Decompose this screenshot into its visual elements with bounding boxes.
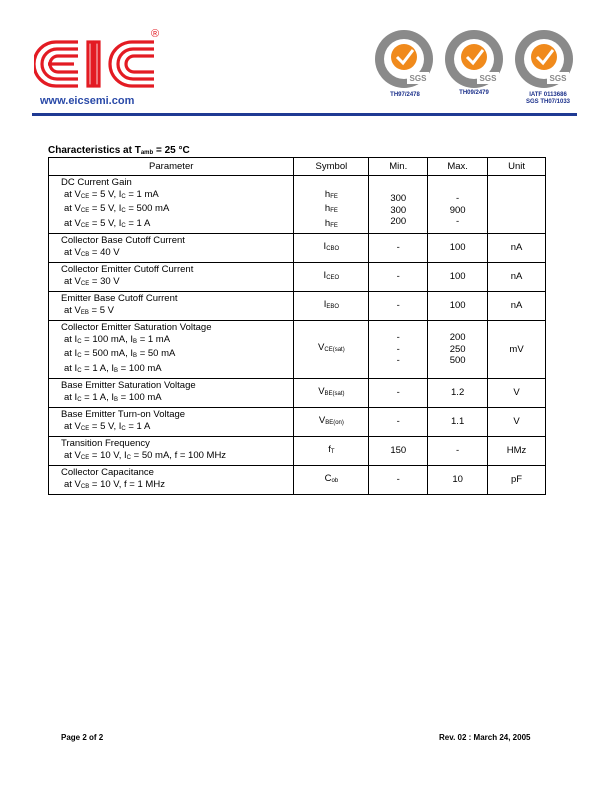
header-max: Max.	[428, 158, 488, 176]
symbol-cell	[294, 292, 369, 321]
svg-text:SGS: SGS	[409, 74, 427, 83]
min-value: -	[396, 332, 400, 344]
unit-cell: nA	[488, 234, 546, 263]
test-condition: at $V_{CE} = 5$ V, $I_C = 1$ mA	[64, 188, 159, 200]
max-value: 100	[449, 300, 466, 312]
test-condition: at $V_{CE} = 5$ V, $I_C = 1$ A	[64, 217, 151, 229]
header-parameter: Parameter	[49, 158, 294, 176]
svg-text:SGS: SGS	[479, 74, 497, 83]
max-value: 250	[449, 343, 466, 355]
unit-cell: mV	[488, 321, 546, 379]
min-value: 300	[390, 193, 407, 204]
max-value: 100	[449, 271, 466, 283]
max-value: 100	[449, 242, 466, 254]
parameter-symbol: $V_{BE(on)}$	[318, 414, 344, 426]
max-cell	[428, 321, 488, 379]
min-value: -	[396, 355, 400, 367]
test-condition: at $V_{CE} = 10$ V, $I_C = 50$ mA, f = 100 MHz	[64, 449, 227, 461]
parameter-symbol: $V_{CE(sat)}$	[318, 342, 345, 354]
table-row	[49, 234, 546, 263]
min-cell	[369, 176, 428, 234]
parameter-symbol: $C_{ob}$	[324, 472, 339, 484]
table-row	[49, 437, 546, 466]
revision-date: Rev. 02 : March 24, 2005	[439, 733, 531, 742]
table-row	[49, 379, 546, 408]
max-cell	[428, 263, 488, 292]
min-value: 300	[390, 204, 407, 216]
unit-cell: pF	[488, 466, 546, 495]
cert-caption-3: IATF 0113686 SGS TH07/1033	[525, 92, 571, 105]
parameter-name: Collector Emitter Saturation Voltage	[61, 322, 212, 333]
test-condition: at $V_{CB} = 10$ V, f = 1 MHz	[64, 478, 165, 490]
min-cell	[369, 379, 428, 408]
min-cell	[369, 263, 428, 292]
header-min: Min.	[369, 158, 428, 176]
max-cell	[428, 408, 488, 437]
max-value: 500	[449, 355, 466, 367]
unit-cell: V	[488, 408, 546, 437]
min-cell	[369, 466, 428, 495]
symbol-cell	[294, 176, 369, 234]
symbol-cell	[294, 321, 369, 379]
table-row	[49, 263, 546, 292]
parameter-cell	[49, 437, 294, 466]
parameter-cell	[49, 234, 294, 263]
max-value: 1.1	[451, 416, 465, 428]
max-value: -	[456, 193, 460, 204]
table-row	[49, 408, 546, 437]
parameter-name: Transition Frequency	[61, 438, 150, 449]
parameter-cell	[49, 379, 294, 408]
sgs-certification-badge-3	[513, 28, 575, 90]
symbol-cell	[294, 466, 369, 495]
sgs-certification-badge-1	[373, 28, 435, 90]
max-value: 900	[449, 204, 466, 216]
header-divider	[32, 113, 577, 116]
parameter-symbol: $I_{EBO}$	[323, 298, 340, 310]
svg-text:SGS: SGS	[549, 74, 567, 83]
parameter-cell	[49, 263, 294, 292]
max-cell	[428, 176, 488, 234]
max-cell	[428, 437, 488, 466]
max-cell	[428, 292, 488, 321]
parameter-symbol: $V_{BE(sat)}$	[318, 385, 345, 397]
symbol-cell	[294, 379, 369, 408]
parameter-name: Collector Emitter Cutoff Current	[61, 264, 194, 275]
cert-caption-2: TH09/2479	[459, 90, 489, 96]
test-condition: at $I_C = 100$ mA, $I_B = 1$ mA	[64, 333, 171, 345]
min-value: 150	[390, 445, 407, 457]
unit-cell: V	[488, 379, 546, 408]
test-condition: at $V_{CE} = 5$ V, $I_C = 500$ mA	[64, 203, 170, 214]
table-row	[49, 292, 546, 321]
test-condition: at $V_{CE} = 30$ V	[64, 275, 120, 287]
max-value: 200	[449, 332, 466, 344]
page-number: Page 2 of 2	[61, 733, 104, 742]
max-value: 1.2	[451, 387, 465, 399]
parameter-name: Base Emitter Saturation Voltage	[61, 380, 196, 391]
symbol-cell	[294, 234, 369, 263]
min-value: -	[396, 271, 400, 283]
min-cell	[369, 292, 428, 321]
test-condition: at $I_C = 500$ mA, $I_B = 50$ mA	[64, 348, 176, 359]
max-value: 10	[452, 474, 463, 486]
min-cell	[369, 234, 428, 263]
parameter-symbol: $h_{FE}$	[324, 203, 338, 214]
test-condition: at $I_C = 1$ A, $I_B = 100$ mA	[64, 362, 162, 374]
parameter-name: Emitter Base Cutoff Current	[61, 293, 178, 304]
parameter-symbol: $h_{FE}$	[324, 188, 338, 200]
table-row	[49, 466, 546, 495]
website-url: www.eicsemi.com	[40, 95, 135, 107]
min-cell	[369, 321, 428, 379]
max-cell	[428, 234, 488, 263]
min-value: -	[396, 343, 400, 355]
parameter-symbol: $I_{CBO}$	[323, 240, 340, 252]
characteristics-table	[48, 157, 546, 495]
min-cell	[369, 408, 428, 437]
max-cell	[428, 466, 488, 495]
max-cell	[428, 379, 488, 408]
parameter-name: Collector Base Cutoff Current	[61, 235, 185, 246]
table-header-row	[49, 158, 546, 176]
test-condition: at $V_{CE} = 5$ V, $I_C = 1$ A	[64, 420, 151, 432]
max-value: -	[456, 445, 460, 457]
min-cell	[369, 437, 428, 466]
unit-cell: HMz	[488, 437, 546, 466]
min-value: 200	[390, 216, 407, 227]
sgs-certification-badge-2	[443, 28, 505, 90]
symbol-cell	[294, 437, 369, 466]
max-value: -	[456, 216, 460, 227]
header-symbol: Symbol	[294, 158, 369, 176]
unit-cell	[488, 176, 546, 234]
parameter-name: Base Emitter Turn-on Voltage	[61, 409, 186, 420]
unit-cell: nA	[488, 263, 546, 292]
parameter-cell	[49, 176, 294, 234]
parameter-cell	[49, 292, 294, 321]
header-unit: Unit	[488, 158, 546, 176]
parameter-name: DC Current Gain	[61, 177, 132, 188]
unit-cell: nA	[488, 292, 546, 321]
cert-caption-1: TH97/2478	[390, 92, 420, 98]
parameter-symbol: $h_{FE}$	[324, 217, 338, 229]
table-row	[49, 321, 546, 379]
min-value: -	[396, 300, 400, 312]
parameter-name: Collector Capacitance	[61, 467, 154, 478]
test-condition: at $V_{EB} = 5$ V	[64, 304, 115, 316]
registered-mark: ®	[151, 28, 160, 40]
parameter-cell	[49, 408, 294, 437]
min-value: -	[396, 474, 400, 486]
parameter-cell	[49, 321, 294, 379]
eic-logo	[34, 36, 164, 92]
min-value: -	[396, 416, 400, 428]
parameter-cell	[49, 466, 294, 495]
symbol-cell	[294, 263, 369, 292]
symbol-cell	[294, 408, 369, 437]
test-condition: at $I_C = 1$ A, $I_B = 100$ mA	[64, 391, 162, 403]
min-value: -	[396, 242, 400, 254]
min-value: -	[396, 387, 400, 399]
parameter-symbol: $I_{CEO}$	[323, 269, 340, 281]
parameter-symbol: $f_T$	[328, 443, 335, 455]
table-row	[49, 176, 546, 234]
section-title: Characteristics at $T_{amb} = 25$ °C	[48, 145, 190, 156]
test-condition: at $V_{CB} = 40$ V	[64, 246, 120, 258]
